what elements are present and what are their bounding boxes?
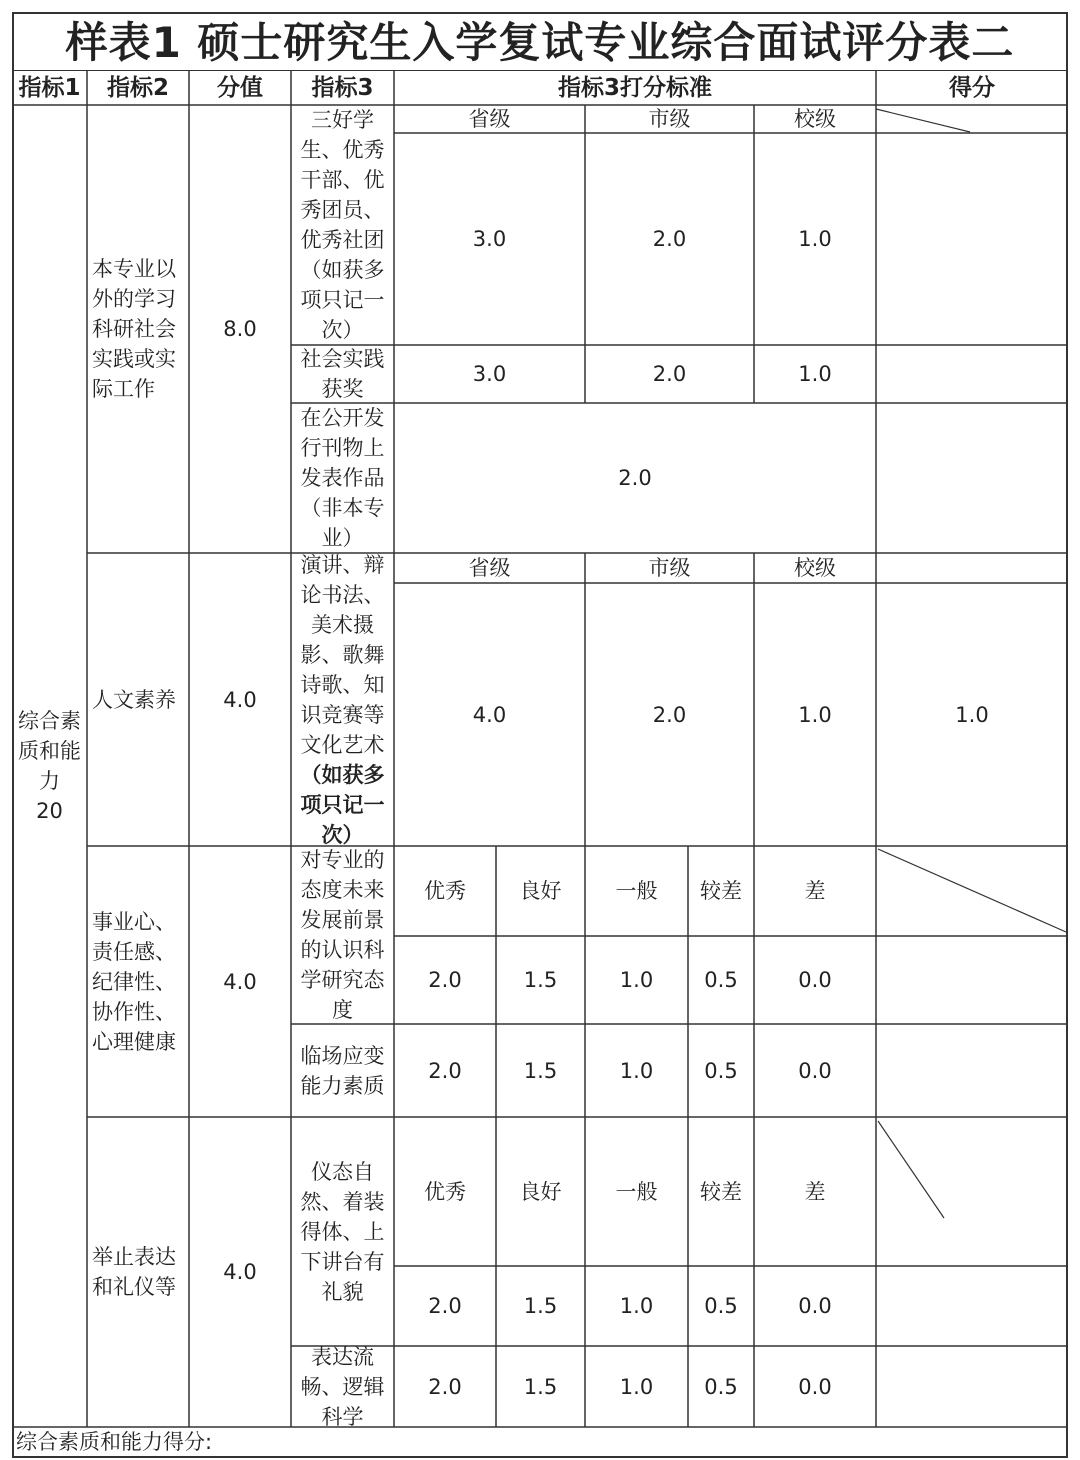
- level-school: 校级: [794, 556, 836, 580]
- level-province: 省级: [468, 107, 511, 131]
- score-strike-line: [878, 1121, 944, 1218]
- value-cell: 1.0: [619, 1374, 654, 1399]
- header-score-value: 分值: [217, 74, 263, 101]
- score-strike-line: [876, 109, 970, 132]
- header-scoring-standard: 指标3打分标准: [557, 74, 712, 101]
- value-cell: 1.0: [798, 702, 832, 727]
- item-publication: 在公开发行刊物上发表作品（非本专业）: [300, 406, 385, 550]
- header-indicator1: 指标1: [18, 74, 81, 101]
- indicator1-label: 综合素质和能力 20: [18, 709, 81, 823]
- indicator2-study-practice: 本专业以外的学习科研社会实践或实际工作: [92, 257, 176, 401]
- value-cell: 0.0: [798, 968, 832, 992]
- grade-good: 良好: [519, 879, 562, 903]
- value-cell: 0.5: [704, 1294, 738, 1318]
- indicator2-manners: 举止表达和礼仪等: [92, 1245, 176, 1299]
- value-cell: 0.0: [798, 1374, 832, 1399]
- value-cell: 1.0: [619, 1058, 654, 1083]
- header-indicator3: 指标3: [311, 74, 374, 101]
- value-cell: 2.0: [652, 362, 687, 386]
- value-cell: 4.0: [472, 702, 507, 727]
- indicator2-humanities: 人文素养: [92, 687, 176, 712]
- value-cell: 1.0: [798, 227, 832, 251]
- value-cell: 0.0: [798, 1294, 832, 1318]
- grade-poor: 较差: [700, 1179, 742, 1204]
- value-cell: 2.0: [428, 1294, 462, 1318]
- item-arts-activities-note: （如获多项只记一次）: [300, 762, 385, 847]
- score-value: 4.0: [223, 687, 257, 712]
- item-honors: 三好学生、优秀干部、优秀团员、优秀社团（如获多项只记一次）: [300, 108, 385, 342]
- value-cell: 2.0: [652, 702, 687, 727]
- item-expression: 表达流畅、逻辑科学: [300, 1344, 385, 1429]
- value-cell: 0.0: [798, 1058, 832, 1083]
- score-strike-line: [878, 849, 1066, 932]
- item-professional-attitude: 对专业的态度未来发展前景的认识科学研究态度: [300, 848, 385, 1022]
- value-cell: 0.5: [704, 968, 738, 992]
- score-value: 4.0: [223, 1260, 257, 1284]
- item-arts-activities-text: 演讲、辩论书法、美术摄影、歌舞诗歌、知识竞赛等文化艺术: [300, 552, 385, 757]
- level-city: 市级: [648, 107, 691, 131]
- value-cell: 2.0: [428, 968, 462, 992]
- item-arts-activities: [291, 553, 394, 846]
- value-cell: 1.5: [523, 968, 558, 992]
- score-value: 4.0: [223, 969, 257, 994]
- item-demeanor: 仪态自然、着装得体、上下讲台有礼貌: [300, 1159, 385, 1304]
- value-cell: 0.5: [704, 1058, 738, 1083]
- grade-poor: 较差: [700, 879, 742, 903]
- item-adaptability: 临场应变能力素质: [300, 1043, 385, 1098]
- score-sheet: [12, 12, 1068, 1458]
- value-cell: 1.5: [523, 1374, 558, 1399]
- grade-average: 一般: [615, 879, 658, 903]
- header-indicator2: 指标2: [106, 74, 169, 101]
- value-cell: 1.5: [523, 1294, 558, 1318]
- level-city: 市级: [648, 556, 691, 580]
- value-cell: 1.0: [619, 1294, 654, 1318]
- value-cell: 1.0: [619, 968, 654, 992]
- header-score: 得分: [949, 74, 995, 101]
- score-entry: 1.0: [955, 702, 989, 727]
- value-cell: 2.0: [428, 1058, 462, 1083]
- value-cell: 2.0: [428, 1374, 462, 1399]
- value-cell: 3.0: [472, 362, 507, 386]
- indicator2-attitude: 事业心、责任感、纪律性、协作性、心理健康: [92, 909, 176, 1054]
- score-value: 8.0: [223, 317, 257, 341]
- value-cell: 0.5: [704, 1374, 738, 1399]
- level-school: 校级: [794, 107, 836, 131]
- value-cell: 3.0: [472, 227, 507, 251]
- value-cell: 1.0: [798, 362, 832, 386]
- grade-bad: 差: [804, 1179, 826, 1204]
- value-cell: 1.5: [523, 1058, 558, 1083]
- grade-excellent: 优秀: [424, 1179, 466, 1204]
- value-cell: 2.0: [618, 466, 652, 490]
- grade-excellent: 优秀: [424, 879, 466, 903]
- grade-bad: 差: [804, 879, 826, 903]
- page-title: 样表1 硕士研究生入学复试专业综合面试评分表二: [12, 12, 1068, 70]
- total-score-label: 综合素质和能力得分:: [16, 1430, 213, 1454]
- grade-good: 良好: [519, 1179, 562, 1204]
- item-social-practice: 社会实践获奖: [300, 347, 385, 401]
- grade-average: 一般: [615, 1179, 658, 1204]
- level-province: 省级: [468, 556, 511, 580]
- value-cell: 2.0: [652, 227, 687, 251]
